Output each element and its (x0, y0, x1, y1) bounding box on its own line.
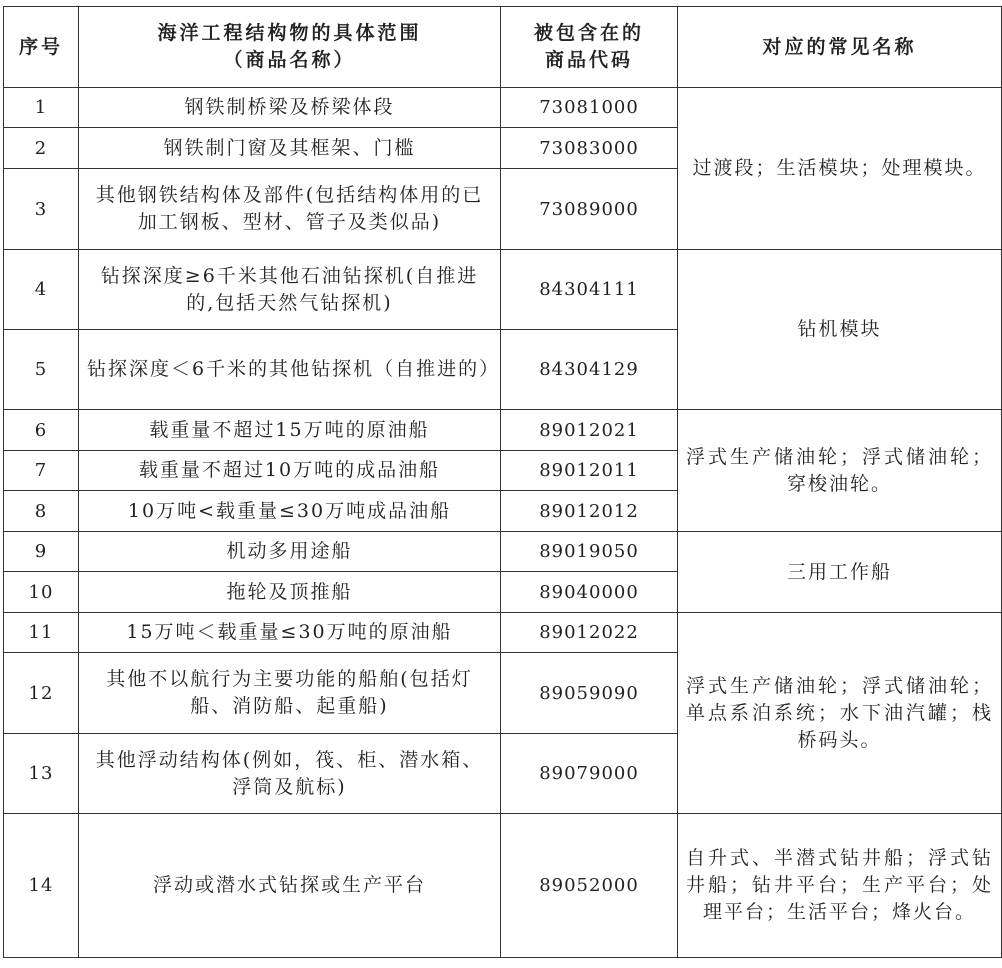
hs-code-table (3, 6, 1002, 958)
row-seq: 1 (4, 88, 79, 128)
table-row (4, 532, 1002, 572)
group-common-name: 过渡段；生活模块；处理模块。 (678, 88, 1002, 250)
row-seq: 7 (4, 451, 79, 491)
header-code-line1: 被包含在的 (533, 22, 644, 44)
row-name: 10万吨<载重量≤30万吨成品油船 (79, 491, 501, 532)
row-name: 其他钢铁结构体及部件(包括结构体用的已加工钢板、型材、管子及类似品) (79, 169, 501, 250)
header-code (501, 7, 678, 88)
row-seq: 8 (4, 491, 79, 532)
row-name: 钻探深度＜6千米的其他钻探机（自推进的） (79, 330, 501, 410)
table-row (4, 814, 1002, 958)
row-name: 钻探深度≥6千米其他石油钻探机(自推进的,包括天然气钻探机) (79, 250, 501, 330)
row-seq: 11 (4, 613, 79, 653)
table-row (4, 88, 1002, 128)
row-name: 钢铁制门窗及其框架、门槛 (79, 128, 501, 169)
header-common: 对应的常见名称 (678, 7, 1002, 88)
row-code: 89059090 (501, 653, 678, 734)
row-code: 89012022 (501, 613, 678, 653)
row-name: 钢铁制桥梁及桥梁体段 (79, 88, 501, 128)
row-seq: 14 (4, 814, 79, 958)
group-common-name: 自升式、半潜式钻井船；浮式钻井船；钻井平台；生产平台；处理平台；生活平台；烽火台。 (678, 814, 1002, 958)
group-common-name: 钻机模块 (678, 250, 1002, 410)
row-seq: 10 (4, 572, 79, 613)
table-row (4, 250, 1002, 330)
row-seq: 4 (4, 250, 79, 330)
row-code: 89012011 (501, 451, 678, 491)
row-code: 73081000 (501, 88, 678, 128)
header-range-line1: 海洋工程结构物的具体范围 (157, 22, 422, 44)
row-code: 84304129 (501, 330, 678, 410)
row-name: 15万吨＜载重量≤30万吨的原油船 (79, 613, 501, 653)
row-seq: 2 (4, 128, 79, 169)
row-name: 机动多用途船 (79, 532, 501, 572)
group-common-name: 三用工作船 (678, 532, 1002, 613)
row-code: 84304111 (501, 250, 678, 330)
row-code: 89040000 (501, 572, 678, 613)
row-name: 载重量不超过10万吨的成品油船 (79, 451, 501, 491)
table-row (4, 410, 1002, 451)
row-code: 73083000 (501, 128, 678, 169)
row-name: 载重量不超过15万吨的原油船 (79, 410, 501, 451)
row-name: 拖轮及顶推船 (79, 572, 501, 613)
row-name: 其他浮动结构体(例如，筏、柜、潜水箱、浮筒及航标) (79, 734, 501, 814)
group-common-name: 浮式生产储油轮；浮式储油轮；穿梭油轮。 (678, 410, 1002, 532)
row-seq: 5 (4, 330, 79, 410)
row-code: 89079000 (501, 734, 678, 814)
row-code: 73089000 (501, 169, 678, 250)
row-seq: 13 (4, 734, 79, 814)
table-header-row (4, 7, 1002, 88)
row-code: 89019050 (501, 532, 678, 572)
row-code: 89012021 (501, 410, 678, 451)
row-seq: 12 (4, 653, 79, 734)
header-range (79, 7, 501, 88)
row-code: 89012012 (501, 491, 678, 532)
header-seq: 序号 (4, 7, 79, 88)
header-code-line2: 商品代码 (544, 49, 633, 71)
row-seq: 3 (4, 169, 79, 250)
row-name: 其他不以航行为主要功能的船舶(包括灯船、消防船、起重船) (79, 653, 501, 734)
table-row (4, 613, 1002, 653)
header-range-line2: （商品名称） (223, 49, 356, 71)
row-name: 浮动或潜水式钻探或生产平台 (79, 814, 501, 958)
row-seq: 6 (4, 410, 79, 451)
row-code: 89052000 (501, 814, 678, 958)
row-seq: 9 (4, 532, 79, 572)
group-common-name: 浮式生产储油轮；浮式储油轮；单点系泊系统；水下油汽罐；栈桥码头。 (678, 613, 1002, 814)
